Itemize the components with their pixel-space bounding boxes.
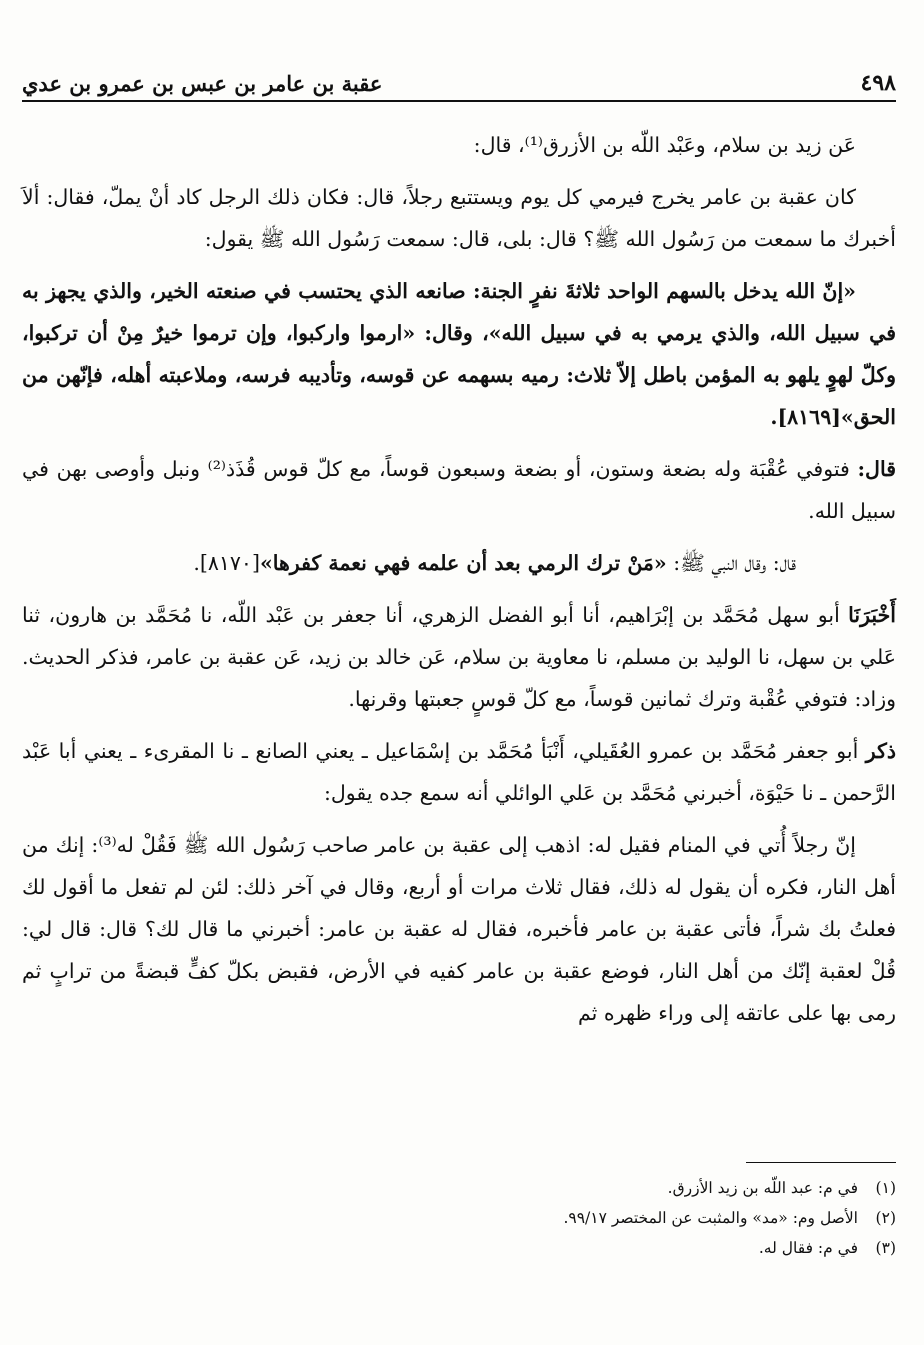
paragraph-text: أبو جعفر مُحَمَّد بن عمرو العُقَيلي، أَنْبَأ مُحَمَّد بن إسْمَاعيل ـ يعني الصانع ـ نا المقرىء ـ يعني أبا عَبْد الرَّحمن ـ نا حَيْوَة، أخبرني مُحَمَّد بن عَلي الوائلي أنه سمع جده يقول: [22,739,896,805]
paragraph-text: أبو سهل مُحَمَّد بن إبْرَاهيم، أنا أبو الفضل الزهري، أنا جعفر بن عَبْد اللّه، نا مُحَمَّد بن هارون، ثنا عَلي بن سهل، نا الوليد بن مسلم، نا معاوية بن سلام، عَن خالد بن زيد، عَن عقبة بن عامر، فذكر الحديث. وزاد: فتوفي عُقْبة وترك ثمانين قوساً، مع كلّ قوسٍ جعبتها وقرنها. [22,603,896,711]
footnote-item [22,1203,896,1233]
footnote-number: (٢) [875,1209,896,1227]
main-text [22,124,896,1034]
footnote-text: في م: فقال له. [758,1239,858,1257]
paragraph-hadith-2 [22,542,896,584]
paragraph-text: فتوفي عُقْبَة وله بضعة وستون، أو بضعة وسبعون قوساً، مع كلّ قوس قُذَذ⁽²⁾ ونبل وأوصى بهن في سبيل الله. [22,457,896,523]
lead-word: ذكر [865,739,896,763]
paragraph-isnad-2 [22,594,896,720]
footnote-divider [746,1162,896,1163]
lead-word: أَخْبَرَنَا [848,603,896,627]
footnote-list [22,1173,896,1263]
footnote-item [22,1173,896,1203]
footnote-text: في م: عبد اللّه بن زيد الأزرق. [667,1179,858,1197]
running-header [22,58,896,102]
lead-word: قال: [857,457,896,481]
footnote-item [22,1233,896,1263]
page-number: ٤٩٨ [860,70,896,96]
footnote-number: (١) [875,1179,896,1197]
paragraph-narration-1: كان عقبة بن عامر يخرج فيرمي كل يوم ويستتبع رجلاً، قال: فكان ذلك الرجل كاد أنْ يملّ، فقال: ألاَ أخبرك ما سمعت من رَسُول الله ﷺ؟ قال: بلى، قال: سمعت رَسُول الله ﷺ يقول: [22,185,896,251]
hadith-text: «مَنْ ترك الرمي بعد أن علمه فهي نعمة كفرها» [259,551,667,575]
hadith-ref: [٨١٧٠]. [193,551,260,575]
paragraph-narration-2 [22,448,896,532]
paragraph-hadith-1: «إنّ الله يدخل بالسهم الواحد ثلاثةَ نفرٍ الجنة: صانعه الذي يحتسب في صنعته الخير، والذي يجهز به في سبيل الله، والذي يرمي به في سبيل الله»، وقال: «ارموا واركبوا، وإن ترموا خيرٌ مِنْ أن تركبوا، وكلّ لهوٍ يلهو به المؤمن باطل إلاّ ثلاث: رميه بسهمه عن قوسه، وتأديبه فرسه، وملاعبته أهله، فإنّهن من الحق»[٨١٦٩]. [22,279,896,429]
paragraph-isnad-3 [22,730,896,814]
running-title: عقبة بن عامر بن عبس بن عمرو بن عدي [22,71,383,96]
paragraph-narration-3: إنّ رجلاً أُتي في المنام فقيل له: اذهب إلى عقبة بن عامر صاحب رَسُول الله ﷺ فَقُلْ له⁽³⁾: إنك من أهل النار، فكره أن يقول له ذلك، فقال ثلاث مرات أو أربع، وقال في آخر ذلك: لئن لم تفعل ما أقول لك فعلتُ بك شراً، فأتى عقبة بن عامر فأخبره، فقال له عقبة بن عامر: أخبرني ما قال لك؟ قال: قال لي: قُلْ لعقبة إنّك من أهل النار، فوضع عقبة بن عامر كفيه في الأرض، فقبض بكلّ كفٍّ قبضةً من ترابٍ ثم رمى بها على عاتقه إلى وراء ظهره ثم [22,833,896,1025]
hadith-intro: قال: وقال النبي ﷺ: [666,551,796,575]
footnotes [22,1162,896,1263]
footnote-text: الأصل وم: «مد» والمثبت عن المختصر ٩٩/١٧. [563,1209,858,1227]
footnote-number: (٣) [875,1239,896,1257]
paragraph-isnad-1: عَن زيد بن سلام، وعَبْد اللّه بن الأزرق⁽¹⁾، قال: [473,133,856,157]
